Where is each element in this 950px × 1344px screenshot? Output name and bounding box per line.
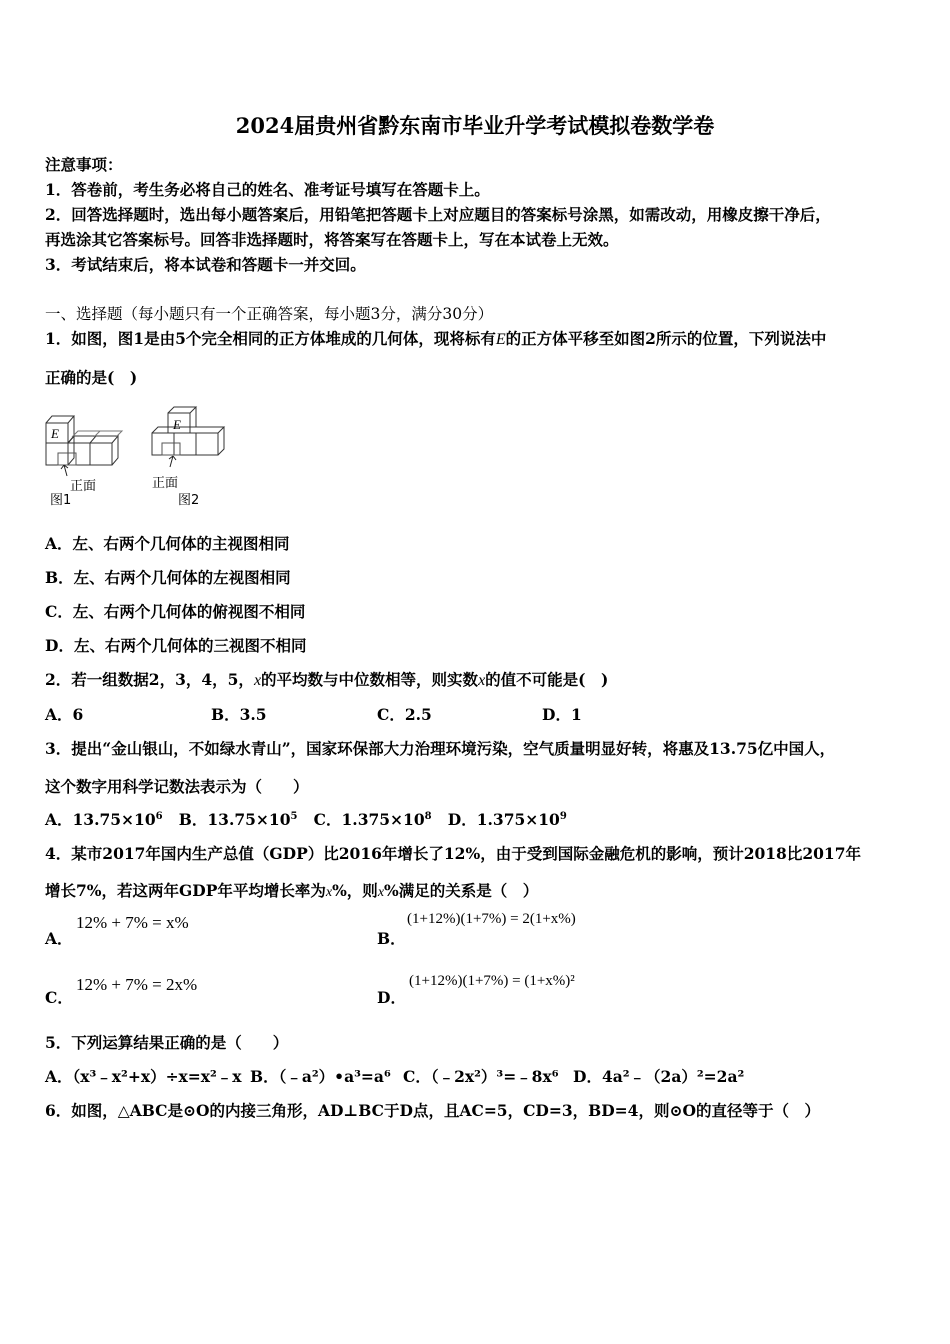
fig2-front-label: 正面 [152, 476, 179, 491]
q1-stem: 1．如图，图1是由5个完全相同的正方体堆成的几何体，现将标有E的正方体平移至如图2所示的位置，下列说法中 [45, 329, 827, 348]
notice-heading: 注意事项： [45, 155, 123, 174]
q4-stem-cont: 增长7%，若这两年GDP年平均增长率为x%，则x%满足的关系是（ ） [45, 881, 539, 900]
q3-option-c: C．$1.375\times 10^8$ [313, 810, 432, 829]
notice-line-2b: 再选涂其它答案标号。回答非选择题时，将答案写在答题卡上，写在本试卷上无效。 [45, 230, 619, 249]
q5-option-d: D．4a²﹣（2a）²=2a² [573, 1067, 745, 1086]
q6-stem: 6．如图，△ABC是⊙O的内接三角形，AD⊥BC于D点，且AC=5，CD=3，BD=4，则⊙O的直径等于（ ） [45, 1101, 820, 1120]
q4-option-b-label: B． [377, 929, 406, 948]
q2-option-b: B．3.5 [211, 705, 267, 724]
q4-option-c-label: C． [45, 988, 73, 1007]
q5-stem: 5．下列运算结果正确的是（ ） [45, 1033, 289, 1052]
notice-line-2: 2．回答选择题时，选出每小题答案后，用铅笔把答题卡上对应题目的答案标号涂黑，如需改动，用橡皮擦干净后， [45, 205, 831, 224]
fig1-caption: 图1 [50, 493, 72, 508]
cube-stack-diagram [42, 403, 230, 511]
fig1-front-label: 正面 [70, 479, 97, 494]
q2-stem: 2．若一组数据2，3，4，5，x的平均数与中位数相等，则实数x的值不可能是( ) [45, 670, 609, 689]
q5-option-c: C．（﹣2x²）³=﹣8x⁶ [403, 1067, 559, 1086]
q4-option-c-formula: 12% + 7% = 2x% [76, 975, 198, 994]
q4-stem: 4．某市2017年国内生产总值（GDP）比2016年增长了12%，由于受到国际金融危机的影响，预计2018比2017年 [45, 844, 861, 863]
q1-stem-cont: 正确的是( ) [45, 368, 138, 387]
q4-option-a-label: A． [45, 929, 73, 948]
fig1-e-label: E [51, 426, 59, 441]
fig2-e-label: E [173, 417, 181, 432]
q4-option-b-formula: (1+12%)(1+7%) = 2(1+x%) [407, 911, 576, 927]
fig2-caption: 图2 [178, 493, 200, 508]
q3-option-d: D．$1.375\times 10^9$ [447, 810, 567, 829]
q1-figure [42, 403, 230, 511]
q2-option-c: C．2.5 [377, 705, 432, 724]
notice-line-3: 3．考试结束后，将本试卷和答题卡一并交回。 [45, 255, 366, 274]
q1-option-c: C．左、右两个几何体的俯视图不相同 [45, 602, 306, 621]
q3-option-a: A．$13.75\times 10^6$ [45, 810, 163, 829]
section-heading: 一、选择题（每小题只有一个正确答案，每小题3分，满分30分） [45, 305, 494, 323]
page-title: 2024届贵州省黔东南市毕业升学考试模拟卷数学卷 [235, 113, 715, 138]
q2-option-d: D．1 [542, 705, 582, 724]
notice-line-1: 1．答卷前，考生务必将自己的姓名、准考证号填写在答题卡上。 [45, 180, 490, 199]
q5-option-b: B．（﹣a²）•a³=a⁶ [250, 1067, 391, 1086]
q3-stem: 3．提出“金山银山，不如绿水青山”，国家环保部大力治理环境污染，空气质量明显好转，将惠及13.75亿中国人， [45, 739, 836, 758]
q3-options [45, 808, 567, 830]
q1-option-b: B．左、右两个几何体的左视图相同 [45, 568, 291, 587]
q4-option-a-formula: 12% + 7% = x% [76, 913, 189, 932]
q4-option-d-formula: (1+12%)(1+7%) = (1+x%)² [409, 973, 575, 989]
q1-option-d: D．左、右两个几何体的三视图不相同 [45, 636, 307, 655]
q5-option-a: A．（x³﹣x²+x）÷x=x²﹣x [45, 1067, 242, 1086]
q1-option-a: A．左、右两个几何体的主视图相同 [45, 534, 290, 553]
q3-stem-cont: 这个数字用科学记数法表示为（ ） [45, 777, 309, 796]
q2-option-a: A．6 [45, 705, 84, 724]
q3-option-b: B．$13.75\times 10^5$ [178, 810, 298, 829]
q4-option-d-label: D． [377, 988, 406, 1007]
